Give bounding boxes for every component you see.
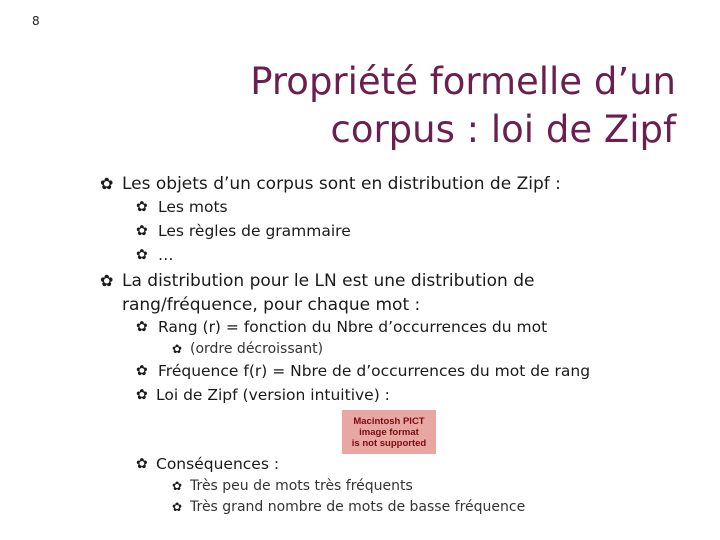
bullet-text: Les règles de grammaire	[158, 222, 351, 240]
bullet-text-line-1: La distribution pour le LN est une distribution de	[122, 271, 535, 291]
bullet-text: Conséquences :	[156, 455, 280, 473]
gear-flower-icon: ✿	[136, 456, 148, 472]
bullet-text: (ordre décroissant)	[190, 341, 324, 357]
bullet-consequences	[136, 453, 279, 475]
gear-flower-icon: ✿	[172, 500, 183, 514]
bullet-text-block	[122, 269, 534, 317]
slide-title	[116, 58, 676, 154]
gear-flower-icon: ✿	[136, 319, 148, 335]
gear-flower-icon: ✿	[136, 247, 148, 263]
bullet-text: Fréquence f(r) = Nbre de d’occurrences du mot de rang	[158, 362, 591, 380]
bullet-ellipsis	[136, 244, 174, 266]
placeholder-line-2: image format	[359, 426, 419, 438]
gear-flower-icon: ✿	[172, 342, 183, 356]
bullet-frequence	[136, 360, 590, 382]
bullet-grand-nombre	[172, 497, 525, 517]
unsupported-image-placeholder	[342, 410, 436, 454]
bullet-regles	[136, 220, 351, 242]
gear-flower-icon: ✿	[100, 174, 114, 193]
placeholder-line-1: Macintosh PICT	[353, 415, 425, 427]
bullet-distribution	[100, 269, 534, 317]
bullet-les-mots	[136, 196, 228, 218]
title-line-1: Propriété formelle d’un	[250, 60, 676, 103]
gear-flower-icon: ✿	[100, 271, 114, 290]
bullet-text: Rang (r) = fonction du Nbre d’occurrences du mot	[158, 318, 548, 336]
bullet-rang	[136, 316, 547, 338]
gear-flower-icon: ✿	[136, 199, 148, 215]
gear-flower-icon: ✿	[136, 387, 148, 403]
gear-flower-icon: ✿	[136, 363, 148, 379]
bullet-text: Les mots	[158, 198, 228, 216]
bullet-text: Les objets d’un corpus sont en distribution de Zipf :	[122, 174, 561, 194]
slide-number: 8	[32, 14, 40, 28]
bullet-text: Très grand nombre de mots de basse fréquence	[190, 499, 526, 515]
gear-flower-icon: ✿	[172, 479, 183, 493]
bullet-objets	[100, 172, 561, 196]
gear-flower-icon: ✿	[136, 223, 148, 239]
title-line-2: corpus : loi de Zipf	[330, 108, 676, 151]
bullet-peu-de-mots	[172, 476, 413, 496]
placeholder-line-3: is not supported	[351, 437, 427, 449]
bullet-ordre	[172, 339, 323, 359]
bullet-loi-zipf	[136, 384, 390, 406]
bullet-text-line-2: rang/fréquence, pour chaque mot :	[122, 295, 421, 315]
bullet-text: Loi de Zipf (version intuitive) :	[156, 386, 390, 404]
bullet-text: …	[158, 246, 174, 264]
bullet-text: Très peu de mots très fréquents	[190, 478, 413, 494]
